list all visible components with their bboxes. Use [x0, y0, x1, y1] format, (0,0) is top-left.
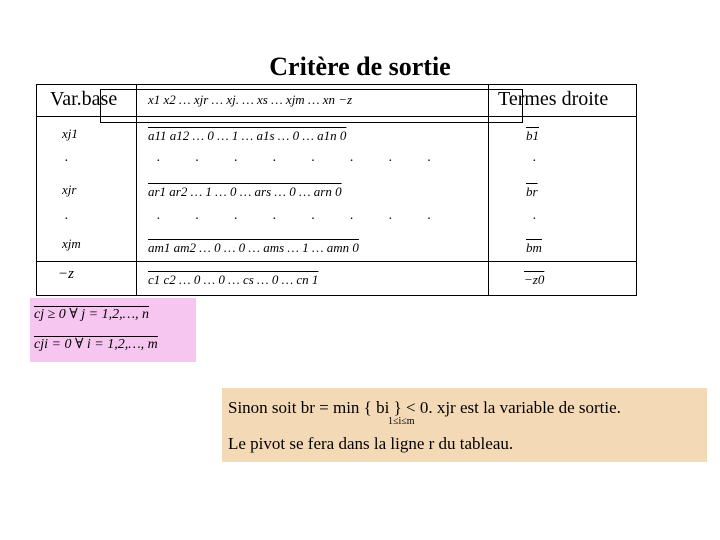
optimality-conditions — [30, 298, 196, 362]
row-coefficients: am1 am2 … 0 … 0 … ams … 1 … amn 0 — [148, 240, 359, 255]
row-coefficients: c1 c2 … 0 … 0 … cs … 0 … cn 1 — [148, 272, 319, 287]
ellipsis-row: · — [64, 154, 69, 169]
slide-title: Critère de sortie — [269, 52, 451, 81]
ellipsis-row: ········ — [156, 154, 466, 169]
ellipsis-row: · — [532, 154, 537, 169]
row-rhs: $\overline{bm}$ — [526, 240, 542, 255]
exit-rule-line: Sinon soit br = min { bi } < 0. xjr est la variable de sortie. — [228, 398, 621, 417]
pivot-rule-line: Le pivot se fera dans la ligne r du tableau. — [228, 434, 514, 453]
header-variables: x1 x2 … xjr … xj. … xs … xjm … xn −z — [148, 92, 353, 107]
row-basis: xjr — [62, 182, 77, 197]
condition-line: cji = 0 ∀ i = 1,2,…, m — [34, 337, 158, 352]
header-rhs: Termes droite — [498, 88, 609, 110]
row-basis: −z — [58, 266, 74, 282]
row-basis: xjm — [62, 236, 81, 251]
row-rhs: $\overline{br}$ — [526, 184, 538, 199]
min-subscript: 1≤i≤m — [388, 416, 415, 427]
row-coefficients: a11 a12 … 0 … 1 … a1s … 0 … a1n 0 — [148, 128, 347, 143]
row-basis: xj1 — [62, 126, 78, 141]
condition-line: cj ≥ 0 ∀ j = 1,2,…, n — [34, 307, 150, 322]
row-rhs: −z0 — [524, 272, 545, 287]
exit-rule-box — [222, 388, 707, 462]
ellipsis-row: · — [64, 212, 69, 227]
header-basis: Var.base — [50, 88, 118, 110]
ellipsis-row: · — [532, 212, 537, 227]
ellipsis-row: ········ — [156, 212, 466, 227]
row-coefficients: ar1 ar2 … 1 … 0 … ars … 0 … arn 0 — [148, 184, 342, 199]
pivot-row-highlight — [100, 89, 523, 123]
row-rhs: b1 — [526, 128, 539, 143]
